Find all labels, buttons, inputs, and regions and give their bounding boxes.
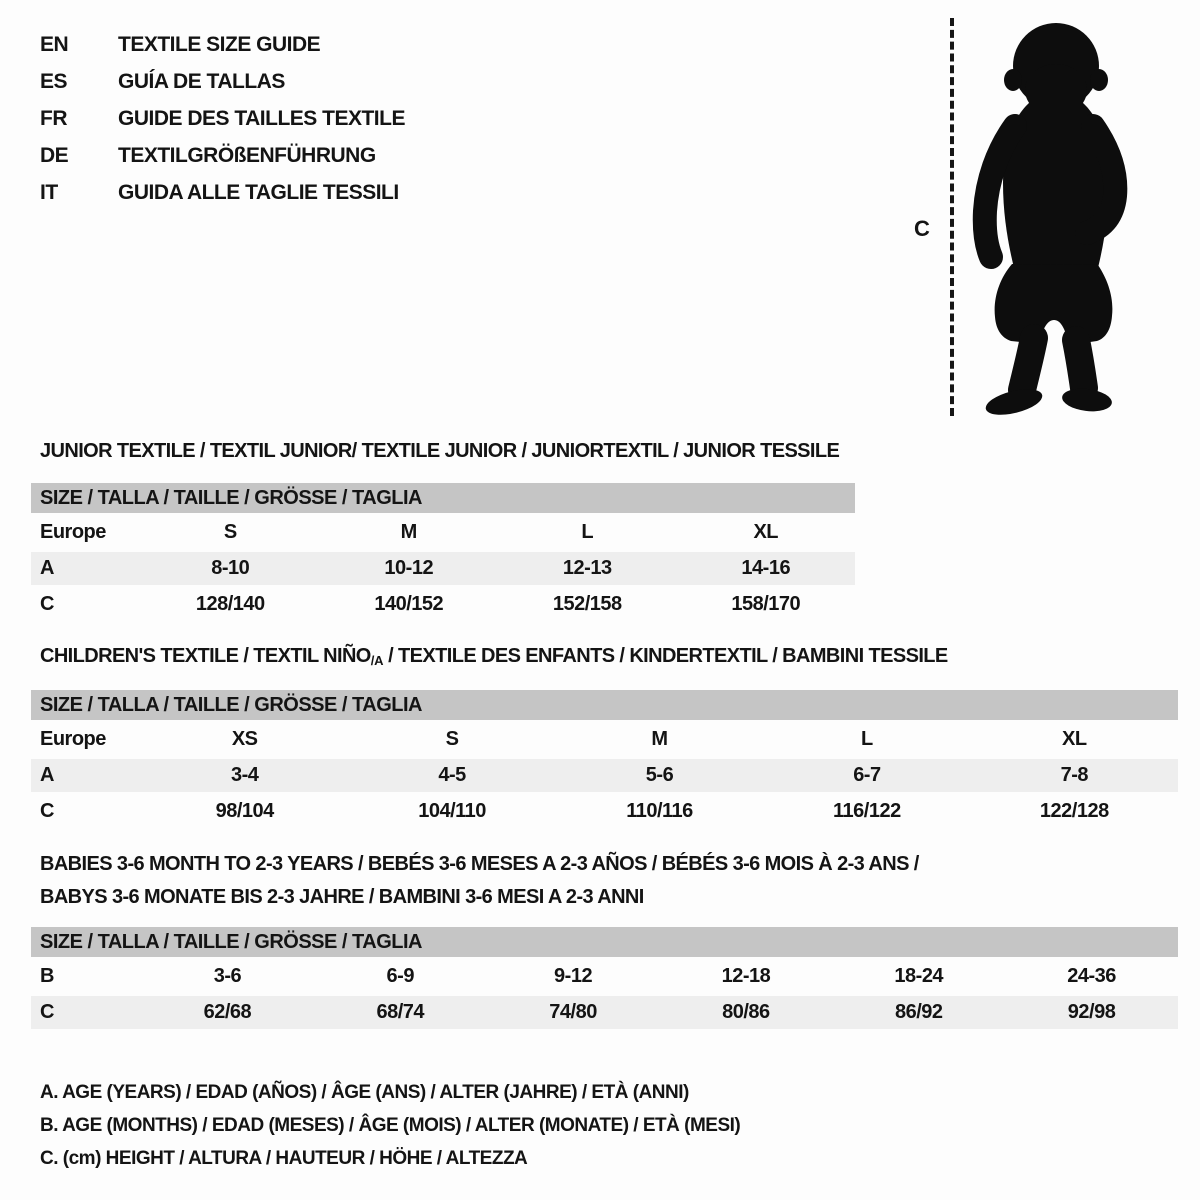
cell: 74/80 [549,1001,597,1023]
cell: M [400,521,417,543]
children-height-row [31,795,1178,828]
row-label: A [40,764,54,786]
children-europe-row [31,723,1178,756]
language-row-fr [40,100,405,137]
babies-section-title [40,848,919,914]
children-size-table [31,690,1178,828]
cell: S [445,728,459,750]
cell: 24-36 [1067,965,1116,987]
toddler-silhouette-image [968,20,1135,418]
language-row-en [40,26,405,63]
row-label: C [40,1001,54,1023]
babies-months-row [31,960,1178,993]
junior-size-header-bar: SIZE / TALLA / TAILLE / GRÖSSE / TAGLIA [31,483,855,513]
cell: 3-4 [230,764,259,786]
language-title: GUÍA DE TALLAS [118,69,285,93]
legend-line-a: A. AGE (YEARS) / EDAD (AÑOS) / ÂGE (ANS) / ALTER (JAHRE) / ETÀ (ANNI) [40,1082,689,1103]
row-label: Europe [40,728,106,750]
cell: 4-5 [438,764,466,786]
cell: 110/116 [626,800,693,822]
cell: 14-16 [741,557,791,579]
junior-section-title: JUNIOR TEXTILE / TEXTIL JUNIOR/ TEXTILE JUNIOR / JUNIORTEXTIL / JUNIOR TESSILE [40,440,840,462]
junior-height-row [31,588,855,621]
children-section-title [40,645,948,668]
language-row-es [40,63,405,100]
language-code: IT [40,180,58,204]
babies-size-header-bar: SIZE / TALLA / TAILLE / GRÖSSE / TAGLIA [31,927,1178,957]
cell: 92/98 [1067,1001,1116,1023]
cell: 12-13 [562,557,612,579]
cell: 104/110 [418,800,486,822]
legend-line-b: B. AGE (MONTHS) / EDAD (MESES) / ÂGE (MOIS) / ALTER (MONATE) / ETÀ (MESI) [40,1115,741,1136]
height-c-label: C [914,216,930,241]
babies-height-row [31,996,1178,1029]
cell: 80/86 [722,1001,770,1023]
junior-size-table [31,483,855,621]
children-size-header-bar: SIZE / TALLA / TAILLE / GRÖSSE / TAGLIA [31,690,1178,720]
language-title-list [40,26,405,211]
cell: 128/140 [195,593,265,615]
language-row-it [40,174,405,211]
babies-size-table [31,927,1178,1029]
cell: 86/92 [894,1001,943,1023]
cell: 5-6 [645,764,674,786]
cell: 6-9 [386,965,414,987]
babies-title-line1: BABIES 3-6 MONTH TO 2-3 YEARS / BEBÉS 3-6 MESES A 2-3 AÑOS / BÉBÉS 3-6 MOIS À 2-3 ANS / [40,853,919,875]
language-title: TEXTILE SIZE GUIDE [118,32,321,56]
cell: L [581,521,594,543]
row-label: C [40,593,54,615]
row-label: A [40,557,54,579]
cell: L [861,728,873,750]
cell: 3-6 [213,965,242,987]
cell: 9-12 [554,965,593,987]
cell: 152/158 [552,593,622,615]
cell: S [223,521,237,543]
cell: 98/104 [215,800,274,822]
height-measure-dashed-line [950,18,954,416]
language-title: TEXTILGRÖßENFÜHRUNG [118,143,376,167]
cell: 6-7 [853,764,881,786]
cell: 116/122 [833,800,901,822]
cell: 12-18 [721,965,771,987]
cell: 62/68 [203,1001,252,1023]
language-title: GUIDE DES TAILLES TEXTILE [118,106,405,130]
junior-age-row [31,552,855,585]
babies-title-line2: BABYS 3-6 MONATE BIS 2-3 JAHRE / BAMBINI 3-6 MESI A 2-3 ANNI [40,886,644,908]
language-code: ES [40,69,68,93]
cell: XL [753,521,779,543]
children-title-suffix: / TEXTILE DES ENFANTS / KINDERTEXTIL / BAMBINI TESSILE [383,645,948,667]
junior-europe-row [31,516,855,549]
cell: M [651,728,668,750]
measurement-legend [40,1076,740,1175]
children-title-prefix: CHILDREN'S TEXTILE / TEXTIL NIÑO [40,645,371,667]
cell: 7-8 [1060,764,1088,786]
cell: 8-10 [211,557,250,579]
language-row-de [40,137,405,174]
cell: XS [231,728,258,750]
language-title: GUIDA ALLE TAGLIE TESSILI [118,180,399,204]
cell: XL [1062,728,1087,750]
children-title-sub: /A [370,653,384,668]
cell: 10-12 [384,557,434,579]
language-code: FR [40,106,67,130]
legend-line-c: C. (cm) HEIGHT / ALTURA / HAUTEUR / HÖHE / ALTEZZA [40,1148,528,1169]
cell: 122/128 [1039,800,1109,822]
cell: 18-24 [894,965,944,987]
language-code: EN [40,32,69,56]
cell: 68/74 [376,1001,425,1023]
language-code: DE [40,143,69,167]
cell: 140/152 [374,593,444,615]
row-label: B [40,965,54,987]
children-age-row [31,759,1178,792]
row-label: Europe [40,521,106,543]
row-label: C [40,800,54,822]
cell: 158/170 [731,593,801,615]
